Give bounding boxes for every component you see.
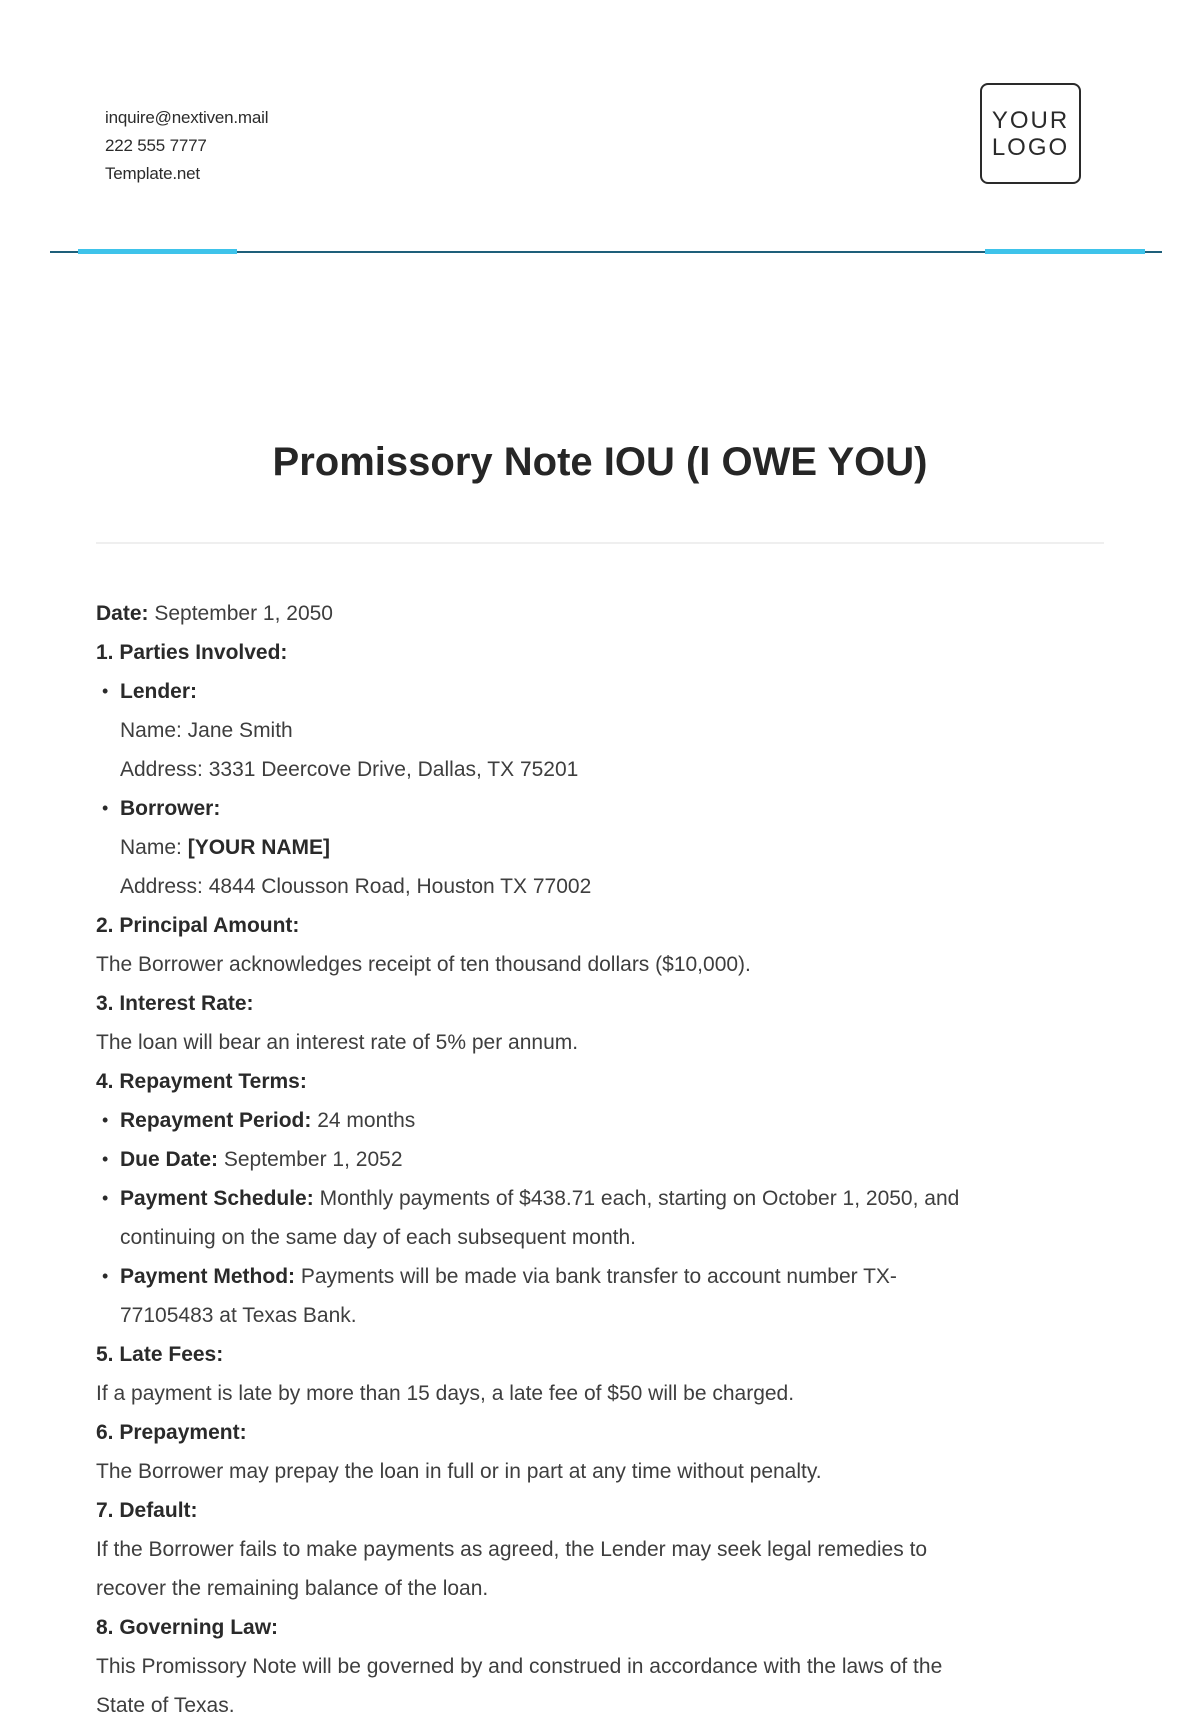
due-date-item (96, 1140, 1106, 1179)
lender-name: Name: Jane Smith (120, 719, 293, 742)
document-body (96, 594, 1106, 1725)
payment-schedule-continued: continuing on the same day of each subsequent month. (120, 1226, 637, 1249)
section-default-text-1: If the Borrower fails to make payments as agreed, the Lender may seek legal remedies to (96, 1538, 928, 1561)
lender-label: Lender: (120, 680, 198, 703)
section-governing-law-text-1: This Promissory Note will be governed by and construed in accordance with the laws of the (96, 1655, 943, 1678)
section-late-fees-text: If a payment is late by more than 15 days, a late fee of $50 will be charged. (96, 1382, 795, 1405)
logo-placeholder (980, 83, 1081, 184)
payment-method-value: Payments will be made via bank transfer to account number TX- (300, 1265, 897, 1288)
section-prepayment-text: The Borrower may prepay the loan in full or in part at any time without penalty. (96, 1460, 822, 1483)
section-parties-heading (96, 633, 1106, 672)
section-heading-text: 5. Late Fees: (96, 1343, 224, 1366)
section-prepayment-heading (96, 1413, 1106, 1452)
borrower-name (96, 828, 1106, 867)
payment-method-label: Payment Method: (120, 1265, 296, 1288)
lender-bullet (96, 672, 1106, 711)
section-interest-heading (96, 984, 1106, 1023)
due-date-label: Due Date: (120, 1148, 219, 1171)
borrower-address: Address: 4844 Clousson Road, Houston TX 77002 (120, 875, 592, 898)
section-governing-law-text-2: State of Texas. (96, 1694, 235, 1717)
section-heading-text: 7. Default: (96, 1499, 198, 1522)
date-label: Date: (96, 602, 149, 625)
contact-block (105, 104, 268, 188)
section-governing-law-heading (96, 1608, 1106, 1647)
section-late-fees-heading (96, 1335, 1106, 1374)
section-principal-heading (96, 906, 1106, 945)
section-interest-text: The loan will bear an interest rate of 5% per annum. (96, 1031, 579, 1054)
borrower-label: Borrower: (120, 797, 221, 820)
date-value: September 1, 2050 (154, 602, 333, 625)
header-accent-right (985, 249, 1145, 254)
section-heading-text: 8. Governing Law: (96, 1616, 279, 1639)
section-heading-text: 3. Interest Rate: (96, 992, 254, 1015)
payment-method-item (96, 1257, 1106, 1296)
borrower-bullet (96, 789, 1106, 828)
payment-schedule-value: Monthly payments of $438.71 each, starting on October 1, 2050, and (319, 1187, 960, 1210)
date-line (96, 594, 1106, 633)
header-accent-left (78, 249, 237, 254)
borrower-name-placeholder[interactable]: [YOUR NAME] (187, 836, 331, 859)
section-default-heading (96, 1491, 1106, 1530)
contact-website[interactable]: Template.net (105, 164, 200, 183)
repayment-period-label: Repayment Period: (120, 1109, 312, 1132)
section-heading-text: 2. Principal Amount: (96, 914, 300, 937)
section-heading-text: 6. Prepayment: (96, 1421, 247, 1444)
section-repayment-heading (96, 1062, 1106, 1101)
contact-email[interactable]: inquire@nextiven.mail (105, 108, 269, 127)
logo-text-line2: LOGO (991, 133, 1070, 161)
logo-text-line1: YOUR (991, 106, 1070, 134)
due-date-value: September 1, 2052 (223, 1148, 403, 1171)
payment-method-continued: 77105483 at Texas Bank. (120, 1304, 357, 1327)
lender-address: Address: 3331 Deercove Drive, Dallas, TX 75201 (120, 758, 579, 781)
document-title: Promissory Note IOU (I OWE YOU) (272, 440, 928, 484)
repayment-period-item (96, 1101, 1106, 1140)
payment-schedule-label: Payment Schedule: (120, 1187, 314, 1210)
title-divider (96, 542, 1104, 544)
section-heading-text: 4. Repayment Terms: (96, 1070, 307, 1093)
section-heading-text: 1. Parties Involved: (96, 641, 288, 664)
payment-schedule-item (96, 1179, 1106, 1218)
repayment-period-value: 24 months (317, 1109, 416, 1132)
section-principal-text: The Borrower acknowledges receipt of ten thousand dollars ($10,000). (96, 953, 751, 976)
section-default-text-2: recover the remaining balance of the loan. (96, 1577, 489, 1600)
borrower-name-prefix: Name: (120, 836, 182, 859)
contact-phone: 222 555 7777 (105, 136, 207, 155)
